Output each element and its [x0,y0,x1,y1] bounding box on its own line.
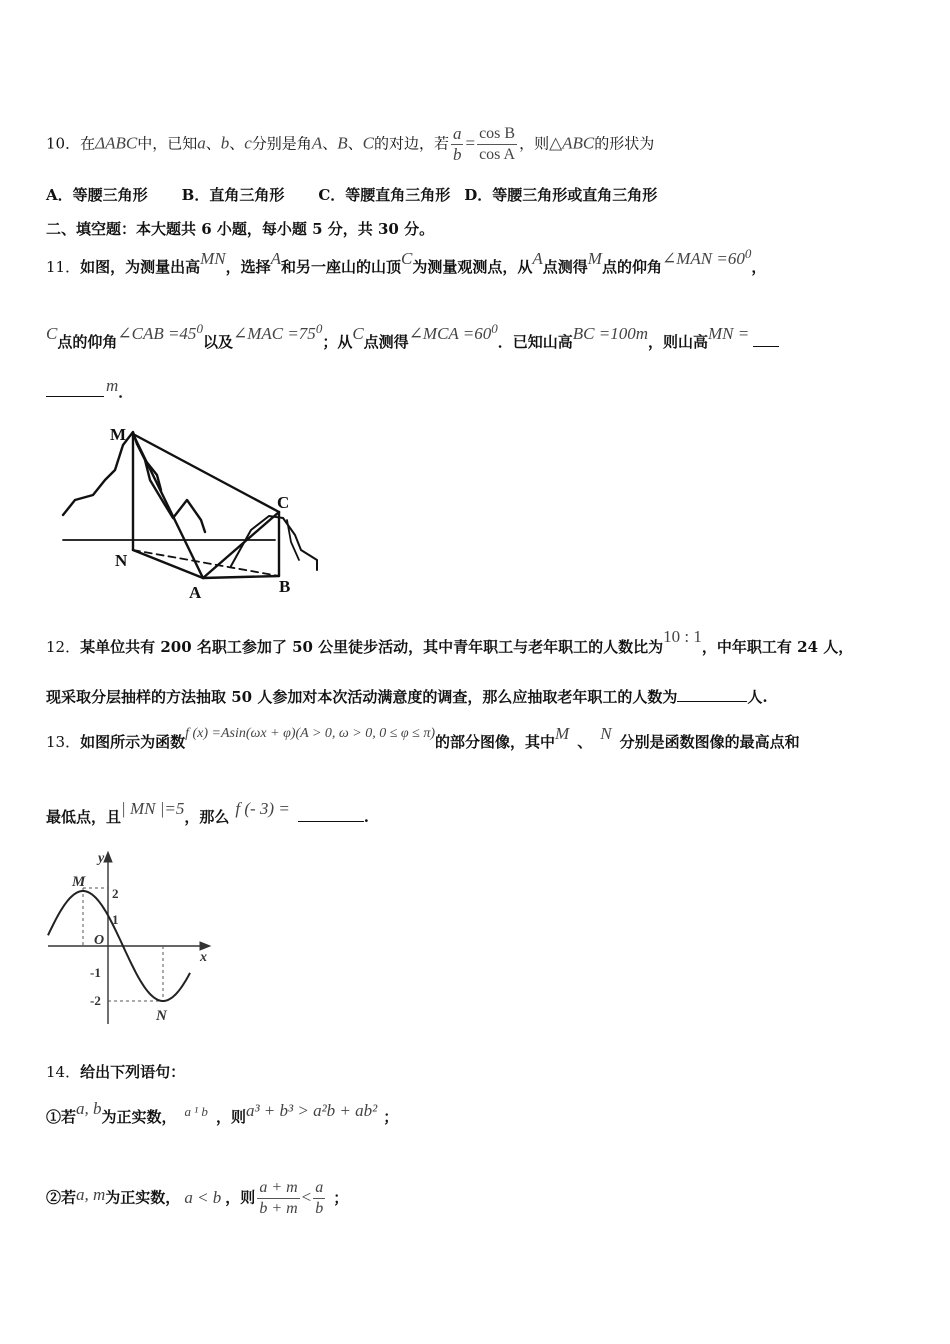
tick-1: 1 [112,912,119,927]
math: = [465,133,476,153]
question-number: 13． [46,733,81,751]
q11-line3 [46,376,134,403]
text: 的形状为 [594,134,655,153]
math: M [555,724,570,743]
question-number: 12． [46,638,81,656]
denominator: b + m [259,1200,298,1217]
degree: 0 [196,321,203,336]
text: 分别是函数图像的最高点和 [619,733,800,751]
tick-2: 2 [112,886,119,901]
math: MN = [708,324,750,343]
option-c: C．等腰直角三角形 [318,186,451,204]
segment-ac [203,512,279,578]
text: ，则 [215,1108,246,1126]
q14-statement-1 [46,1099,399,1129]
text: 现采取分层抽样的方法抽取 50 人参加对本次活动满意度的调查，那么应抽取老年职工的人数为 [46,688,678,706]
math: BC =100m [572,324,648,343]
math: MN [200,249,226,268]
option-a: A．等腰三角形 [46,186,148,204]
numerator: a [313,1178,325,1199]
text: 点的仰角 [57,333,118,351]
text: 和另一座山的山顶 [281,258,402,276]
angle-cab [117,321,203,343]
math: M [587,249,602,268]
answer-blank [677,687,747,702]
text: 如图所示为函数 [80,733,186,751]
q10-line [46,124,654,165]
label-a: A [189,583,202,602]
text: ，则山高 [647,333,708,351]
math: | MN |=5 [121,799,185,818]
hill-outline-c [231,516,283,566]
answer-blank [753,332,779,347]
denominator: b [315,1200,324,1217]
q12-line1 [46,627,854,658]
text: ，那么 [184,808,230,826]
fraction [257,1178,299,1219]
text: 给出下列语句： [80,1063,186,1081]
math: C [362,133,374,153]
text: ．已知山高 [497,333,573,351]
text: 最低点，且 [46,808,122,826]
math: 10 : 1 [663,627,702,646]
text: 为测量观测点，从 [412,258,533,276]
y-axis-arrow [104,852,112,862]
text: 如图，为测量出高 [80,258,201,276]
text: 、 [205,134,221,153]
math: A [532,249,543,268]
denominator: b [452,145,462,164]
text: 在 [80,134,96,153]
text: 的部分图像，其中 [435,733,556,751]
y-label: y [98,851,105,866]
segment-ab [203,576,279,578]
math: a [197,133,206,153]
math: f (- 3) = [235,799,290,818]
math: A [311,133,323,153]
fraction [477,124,517,165]
math: B [337,133,348,153]
text: 点测得 [542,258,588,276]
text: ；从 [322,333,353,351]
answer-blank [298,807,364,822]
math: a³ + b³ > a²b + ab² [245,1101,378,1120]
label-c: C [277,493,290,512]
math: ∠MAC =75 [232,324,316,343]
text: ， [751,258,767,276]
text: 中，已知 [137,134,198,153]
tick-neg1: -1 [90,965,101,980]
text: 为正实数， [105,1188,181,1207]
text: 某单位共有 200 名职工参加了 50 公里徒步活动，其中青年职工与老年职工的人数比为 [80,638,664,656]
angle-man [661,246,752,268]
text: ； [333,1188,349,1207]
math: ∠MAN =60 [661,249,745,268]
text: 点的仰角 [601,258,662,276]
q14-statement-2 [46,1178,348,1219]
text: ； [383,1108,399,1126]
text: ，中年职工有 24 人， [701,638,854,656]
x-axis-arrow [200,942,210,950]
math: A [270,249,282,268]
text: 人. [747,688,768,706]
text: ，则 [225,1188,256,1207]
fraction [451,124,464,165]
text: ． [118,383,134,401]
math: a < b [184,1187,222,1207]
tick-neg2: -2 [90,993,101,1008]
math: N [600,724,612,743]
option-b: B．直角三角形 [181,186,285,204]
label-m: M [72,874,86,890]
math: b [220,133,230,153]
text: ，选择 [225,258,271,276]
question-number: 14． [46,1063,81,1081]
text: . [363,808,370,826]
numerator: a + m [257,1178,299,1199]
text: ，则 [519,134,550,153]
question-number: 11． [46,258,81,276]
math: ∠CAB =45 [117,324,197,343]
math: m [106,376,119,395]
q13-line1 [46,724,800,755]
numerator: a [452,124,462,143]
math: a, b [76,1099,102,1118]
text: 点测得 [363,333,409,351]
math: C [352,324,364,343]
text: 、 [347,134,363,153]
degree: 0 [315,321,323,336]
angle-mac [232,321,323,343]
denominator: cos A [479,146,516,163]
question-number: 10． [46,134,81,153]
label-b: B [279,577,291,596]
math: a, m [76,1184,106,1204]
sine-graph [40,848,220,1028]
q11-line1 [46,246,767,279]
text: 为正实数， [101,1108,177,1126]
math: < [301,1187,312,1207]
segment-nb-dashed [133,550,279,576]
mountain-outline-left [63,432,137,515]
fraction [313,1178,325,1219]
math: ∠MCA =60 [408,324,492,343]
label-n: N [156,1008,167,1024]
label-m: M [110,425,127,444]
angle-mca [408,321,498,343]
math: △ABC [549,133,595,153]
origin-label: O [94,933,105,948]
x-label: x [200,950,207,965]
math: ΔABC [95,133,138,153]
label-n: N [115,551,128,570]
section-heading: 二、填空题：本大题共 6 小题，每小题 5 分，共 30 分。 [46,220,435,238]
math: f (x) =Asin(ωx + φ)(A > 0, ω > 0, 0 ≤ φ ≤ π) [185,726,436,741]
text: 的对边，若 [373,134,449,153]
mountain-figure [55,420,355,605]
text: 、 [229,134,245,153]
text: 、 [577,733,593,751]
math: c [244,133,252,153]
q11-line2 [46,321,779,354]
text: ②若 [46,1188,77,1207]
degree: 0 [744,246,752,261]
q14-line1 [46,1061,185,1083]
q13-line2 [46,799,370,828]
math: C [46,324,58,343]
numerator: cos B [477,124,517,145]
math: C [401,249,413,268]
math: a ¹ b [184,1104,208,1119]
text: ①若 [46,1108,77,1126]
text: 以及 [202,333,233,351]
q10-options [46,184,691,206]
q12-line2 [46,686,768,708]
degree: 0 [491,321,498,336]
option-d: D．等腰三角形或直角三角形 [464,186,658,204]
mountain-outline-ridge [137,444,205,532]
answer-blank [46,382,104,397]
text: 分别是角 [251,134,312,153]
text: 、 [322,134,338,153]
